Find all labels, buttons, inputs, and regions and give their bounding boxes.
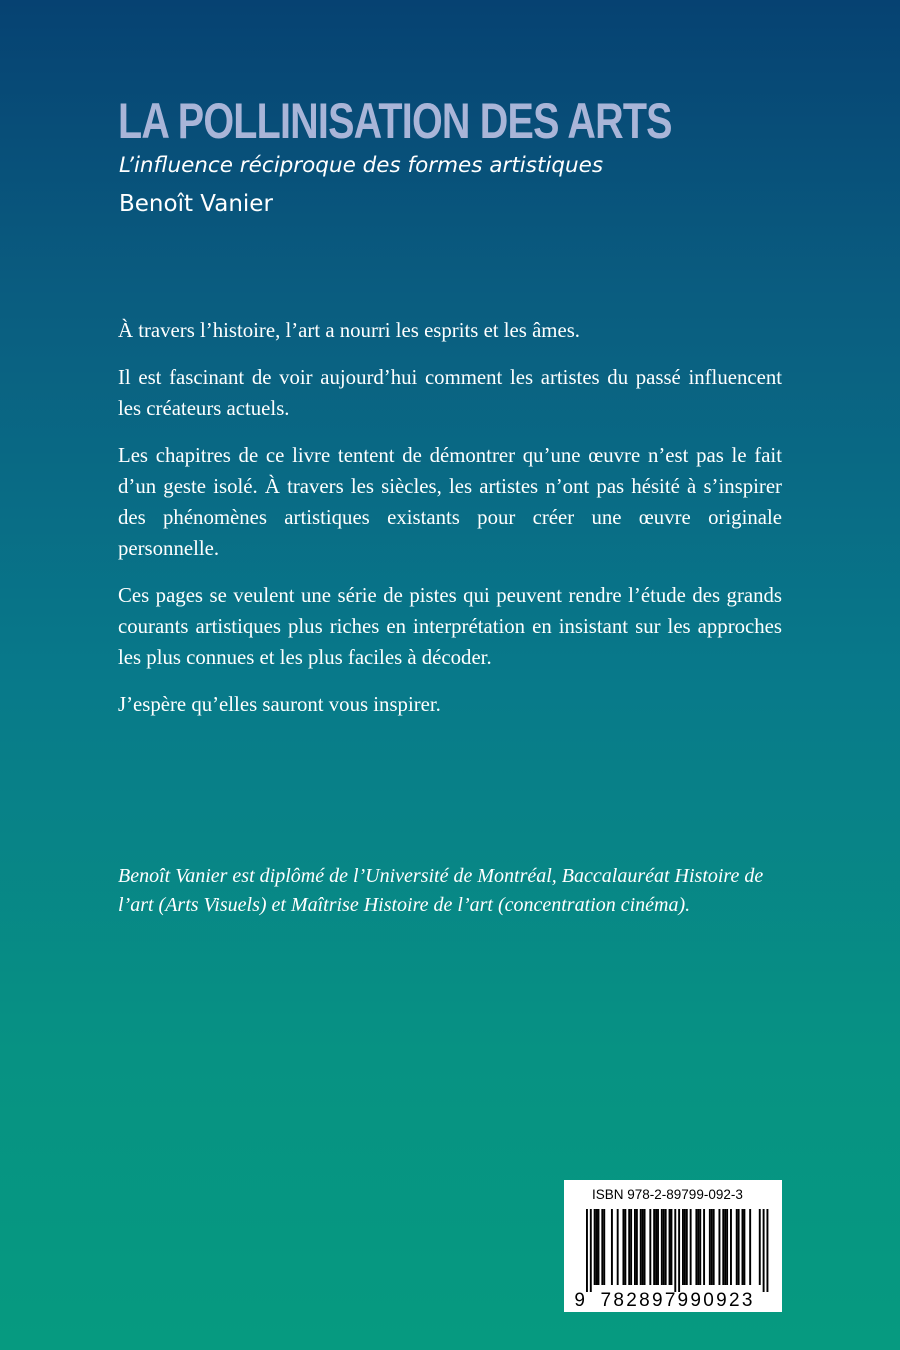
barcode-bar xyxy=(601,1209,603,1285)
barcode-bar xyxy=(634,1209,636,1285)
barcode-guard-bar xyxy=(586,1209,588,1292)
barcode-guard-bar xyxy=(674,1209,676,1292)
barcode-bar xyxy=(743,1209,745,1285)
barcode-icon xyxy=(564,1180,782,1312)
book-subtitle: L’influence réciproque des formes artistiques xyxy=(119,153,604,178)
barcode-bar xyxy=(699,1209,701,1285)
author-bio: Benoît Vanier est diplômé de l’Université de Montréal, Baccalauréat Histoire de l’art (Arts Visuels) et Maîtrise Histoire de l’art (concentration cinéma). xyxy=(118,865,764,916)
barcode-guard-bar xyxy=(763,1209,765,1292)
barcode-bar xyxy=(670,1209,672,1285)
blurb-paragraph: Il est fascinant de voir aujourd’hui comment les artistes du passé influencent les créateurs actuels. xyxy=(118,366,782,420)
barcode-bar xyxy=(742,1209,744,1285)
barcode-bar xyxy=(669,1209,671,1285)
barcode-bar xyxy=(690,1209,692,1285)
barcode-bar xyxy=(682,1209,684,1285)
barcode-left-digits: 782897 xyxy=(600,1290,676,1311)
barcode-bar xyxy=(663,1209,665,1285)
barcode-bar xyxy=(630,1209,632,1285)
barcode-bar xyxy=(617,1209,619,1285)
blurb-paragraph: Les chapitres de ce livre tentent de démontrer qu’une œuvre n’est pas le fait d’un geste isolé. À travers les siècles, les artistes n’ont pas hésité à s’inspirer des phénomènes artistiques existants pour créer une œuvre originale personnelle. xyxy=(118,444,782,560)
barcode-bars xyxy=(586,1209,768,1292)
barcode-bar xyxy=(736,1209,738,1285)
barcode-bar xyxy=(726,1209,728,1285)
barcode-bar xyxy=(684,1209,686,1285)
barcode-bar xyxy=(657,1209,659,1285)
barcode-bar xyxy=(711,1209,713,1285)
barcode-bar xyxy=(598,1209,600,1285)
barcode-bar xyxy=(709,1209,711,1285)
blurb-paragraph: Ces pages se veulent une série de pistes qui peuvent rendre l’étude des grands courants artistiques plus riches en interprétation en insistant sur les approches les plus connues et les plus faciles à décoder. xyxy=(118,584,782,669)
barcode-bar xyxy=(603,1209,605,1285)
barcode-bar xyxy=(722,1209,724,1285)
barcode-guard-bar xyxy=(678,1209,680,1292)
barcode-bar xyxy=(703,1209,705,1285)
barcode-bar xyxy=(622,1209,624,1285)
barcode-bar xyxy=(611,1209,613,1285)
barcode-bar xyxy=(738,1209,740,1285)
barcode-bar xyxy=(724,1209,726,1285)
barcode-bar xyxy=(749,1209,751,1285)
barcode-bar xyxy=(642,1209,644,1285)
isbn-label: ISBN 978-2-89799-092-3 xyxy=(592,1187,743,1202)
barcode-bar xyxy=(628,1209,630,1285)
blurb-paragraph: À travers l’histoire, l’art a nourri les esprits et les âmes. xyxy=(118,319,581,342)
barcode-bar xyxy=(636,1209,638,1285)
barcode-bar xyxy=(730,1209,732,1285)
barcode-bar xyxy=(686,1209,688,1285)
blurb-paragraph: J’espère qu’elles sauront vous inspirer. xyxy=(118,693,441,716)
book-title: LA POLLINISATION DES ARTS xyxy=(118,93,672,149)
barcode-bar xyxy=(697,1209,699,1285)
barcode-bar xyxy=(759,1209,761,1285)
isbn-barcode-block xyxy=(564,1180,782,1312)
barcode-bar xyxy=(594,1209,596,1285)
blurb xyxy=(118,315,782,736)
barcode-right-digits: 990923 xyxy=(677,1290,753,1311)
barcode-bar xyxy=(644,1209,646,1285)
barcode-bar xyxy=(640,1209,642,1285)
barcode-bar xyxy=(655,1209,657,1285)
barcode-bar xyxy=(718,1209,720,1285)
barcode-bar xyxy=(665,1209,667,1285)
barcode-bar xyxy=(713,1209,715,1285)
barcode-bar xyxy=(661,1209,663,1285)
barcode-bar xyxy=(649,1209,651,1285)
barcode-first-digit: 9 xyxy=(574,1290,585,1311)
barcode-guard-bar xyxy=(766,1209,768,1292)
barcode-bar xyxy=(695,1209,697,1285)
barcode-bar xyxy=(653,1209,655,1285)
book-author: Benoît Vanier xyxy=(119,191,273,217)
barcode-guard-bar xyxy=(590,1209,592,1292)
barcode-bar xyxy=(596,1209,598,1285)
barcode-bar xyxy=(624,1209,626,1285)
